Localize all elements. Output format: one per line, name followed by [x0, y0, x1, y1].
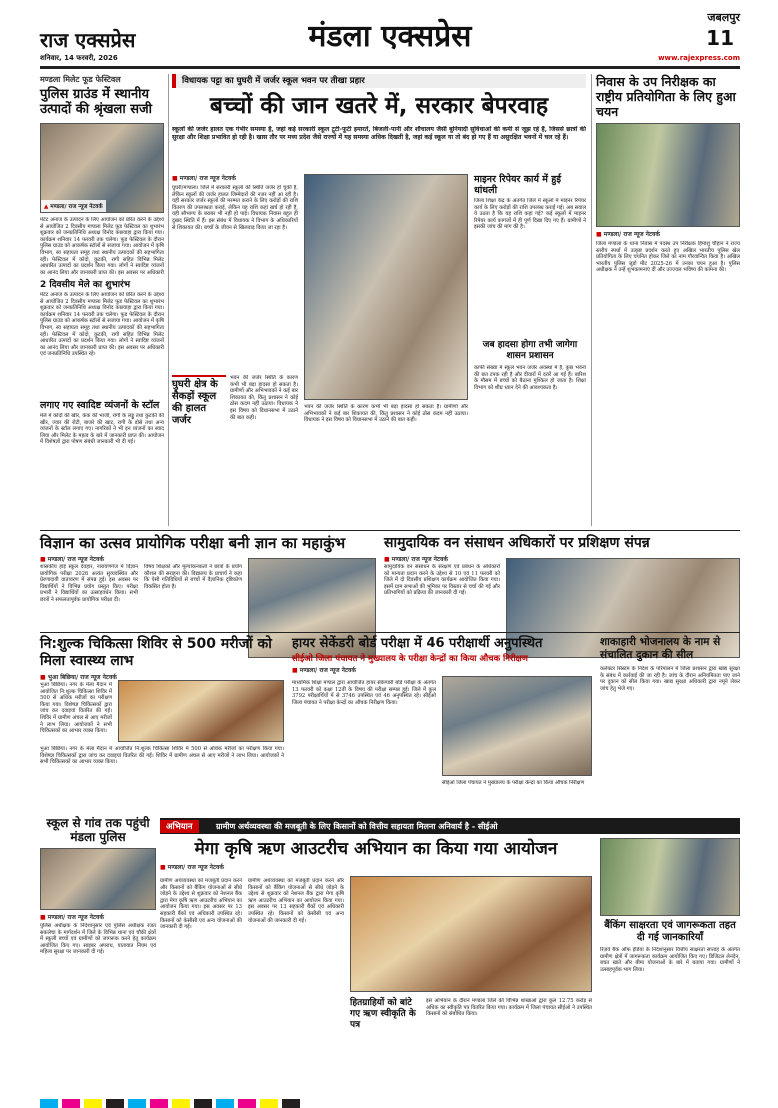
forest-byline: ■ मण्डला/ राज न्यूज नेटवर्क	[384, 555, 740, 563]
exam-subhead: सीईओ जिला पंचायत ने मुख्यालय के परीक्षा केन्द्रों का किया औचक निरीक्षण	[292, 654, 528, 664]
health-story	[40, 636, 284, 812]
banking-photo	[600, 838, 740, 916]
color-swatch	[40, 1099, 58, 1108]
health-body: भुआ बिछिया। नगर के मेला मैदान में आयोजित नि:शुल्क चिकित्सा शिविर में 500 से अधिक मरीजों का परीक्षण किया गया। विशेषज्ञ चिकित्सकों द्वारा जांच कर दवाइयां वितरित की गईं। शिविर में ग्रामीण अंचल से आए मरीजों ने लाभ लिया। आयोजकों ने सभी चिकित्सकों का आभार व्यक्त किया।	[40, 682, 112, 735]
story-body-cont: मेटेट अनाज के उत्पादन के लिए आयोजन को प्रेरित करने के उद्देश्य से आयोजित 2 दिवसीय मण्डला मिलेट फूड फेस्टिवल का शुभारंभ शुक्रवार को जनप्रतिनिधि अध्यक्ष विनोद कछवाहा द्वारा किया गया। कार्यक्रम शनिवार 14 फरवरी तक चलेगा। फूड फेस्टिवल के दौरान पुलिस ग्राउंड को आकर्षक स्टॉलों से सजाया गया। आयोजन में कृषि विभाग, स्व सहायता समूह तथा स्थानीय उत्पादकों की सहभागिता रही। फेस्टिवल में कोदो, कुटकी, रागी सहित विभिन्न मिलेट आधारित उत्पादों का प्रदर्शन किया गया। लोगों ने स्वादिष्ट व्यंजनों का आनंद लिया और जानकारी प्राप्त की। इस अवसर पर अधिकारी एवं जनप्रतिनिधि उपस्थित रहे।	[40, 292, 164, 358]
color-swatch	[172, 1099, 190, 1108]
science-body2: विषय शिक्षकों और मूल्यांकनकर्ता ने छात्रों के प्रयोग कौशल की सराहना की। विद्यालय के प्राचार्य ने कहा कि ऐसी गतिविधियों से बच्चों में वैज्ञानिक दृष्टिकोण विकसित होता है।	[144, 564, 242, 590]
forest-story	[384, 534, 740, 626]
top-strip: विधायक पट्टा का घुघरी में जर्जर स्कूल भवन पर तीखा प्रहार	[172, 74, 586, 88]
right-story-byline: ■ मण्डला/ राज न्यूज नेटवर्क	[596, 230, 740, 238]
right-story-body: जिला मण्डला के थाना निवास में पदस्थ उप निरीक्षक हिमांशु चौहान ने राज्य स्तरीय स्पर्धा में उत्कृष्ट प्रदर्शन करते हुए अखिल भारतीय पुलिस खेल प्रतियोगिता के लिए चयनित होकर जिले का नाम गौरवान्वित किया है। अखिल भारतीय पुलिस जूडो मीट 2025-26 में उनका चयन हुआ है। पुलिस अधीक्षक ने उन्हें शुभकामनाएं दीं और उज्ज्वल भविष्य की कामना की।	[596, 241, 740, 274]
side-story-subhead: जब हादसा होगा तभी जागेगा शासन प्रशासन	[482, 340, 578, 361]
right-story	[596, 74, 740, 526]
exam-photo	[442, 676, 592, 776]
side-story	[474, 174, 586, 526]
color-swatch	[238, 1099, 256, 1108]
story2-headline: लगाए गए स्वादिष्ट व्यंजनों के स्टॉल	[40, 400, 160, 411]
right-story-headline: निवास के उप निरीक्षक का राष्ट्रीय प्रतियोगिता के लिए हुआ चयन	[596, 74, 736, 119]
section-title: मंडला एक्सप्रेस	[308, 19, 472, 54]
loan-body-col2: ग्रामीण अर्थव्यवस्था को मजबूती प्रदान करने और किसानों को बैंकिंग योजनाओं से सीधे जोड़ने के उद्देश्य से शुक्रवार को नेशनल बैंक द्वारा मेगा कृषि ऋण आउटरीच अभियान का आयोजन किया गया। इस अवसर पर 13 सहकारी बैंकों एवं अधिकारी उपस्थित रहे। किसानों को केसीसी एवं अन्य योजनाओं की जानकारी दी गई।	[248, 878, 344, 924]
science-body: शासकीय हाई स्कूल देवहार, नारायणगंज में विज्ञान प्रायोगिक परीक्षा 2026 अत्यंत सुव्यवस्थित और प्रेरणादायी वातावरण में संपन्न हुई। इस अवसर पर विद्यार्थियों ने विभिन्न प्रयोग प्रस्तुत किए। परीक्षा प्रभारी ने विद्यार्थियों का उत्साहवर्धन किया। सभी छात्रों ने सफलतापूर्वक प्रायोगिक परीक्षा दी।	[40, 564, 138, 603]
column-divider	[591, 74, 592, 526]
exam-caption: सीईओ जिला पंचायत ने मुख्यालय के परीक्षा केन्द्रों का किया औचक निरीक्षण	[442, 780, 585, 786]
exam-byline: ■ मण्डला/ राज न्यूज नेटवर्क	[292, 666, 592, 674]
lead-body: घुघरी/मण्डला। जिले में सरकारी स्कूलों की स्थिति जर्जर हो चुकी है, लेकिन स्कूलों की जर्जर हालत जिम्मेदारों की नजर नहीं आ रही है। यही सरकार जर्जर स्कूलों की मरम्मत कराने के लिए करोड़ों की राशि वितरण की उपलब्धता कराई, लेकिन यह राशि कहां खर्च हो रही है, यही सौभाग्य के बराबर भी नहीं हो पाई। विधायक निवास बहुत ही दुखद स्थिति में हैं। इस संबंध में विधायक ने विभाग के अधिकारियों से शिकायत की। बच्चों के जीवन से खिलवाड़ किया जा रहा है।	[172, 185, 298, 231]
right-story-photo	[596, 123, 740, 227]
color-swatch	[194, 1099, 212, 1108]
loan-body2: इस अभियान के दौरान मण्डला जिले की विभिन्न शाखाओं द्वारा कुल 12.75 करोड़ से अधिक का स्वीकृति पत्र वितरित किया गया। कार्यक्रम में जिला पंचायत सीईओ ने उपस्थित किसानों को संबोधित किया।	[426, 998, 592, 1018]
lead-body-cont: भवन की जर्जर स्थिति के कारण कभी भी बड़ा हादसा हो सकता है। ग्रामीणों और अभिभावकों ने कई बार शिकायत की, किंतु प्रशासन ने कोई ठोस कदम नहीं उठाया। विधायक ने इस विषय को विधानसभा में उठाने की बात कही।	[304, 404, 468, 424]
exam-headline: हायर सेकेंडरी बोर्ड परीक्षा में 46 परीक्षार्थी अनुपस्थित	[292, 636, 543, 651]
masthead	[40, 8, 740, 66]
color-swatch	[62, 1099, 80, 1108]
school-police-story	[40, 816, 156, 1088]
side-story-body: जिला शिक्षा केंद्र के अंतर्गत जिले में स्कूलों में माइनर रिपेयर कार्य के लिए करोड़ों की राशि उपलब्ध कराई गई। अब सवाल ये उठता है कि यह राशि कहां गई? कई स्कूलों में माइनर रिपेयर कार्य कागजों में ही पूर्ण दिखा दिए गए हैं। ग्रामीणों ने इसकी जांच की मांग की है।	[474, 198, 586, 231]
loan-photo	[350, 876, 592, 992]
exam-body: माध्यमिक शिक्षा मण्डल द्वारा आयोजित हायर सेकेण्डरी बोर्ड परीक्षा के अंतर्गत 13 फरवरी को कक्षा 12वीं के विषय की परीक्षा सम्पन्न हुई। जिले में कुल 3792 परीक्षार्थियों में से 3746 उपस्थित एवं 46 अनुपस्थित रहे। सीईओ जिला पंचायत ने परीक्षा केन्द्रों का औचक निरीक्षण किया।	[292, 680, 436, 706]
lead-column	[172, 174, 298, 526]
website-link[interactable]: www.rajexpress.com	[658, 54, 740, 62]
brand-logo: राज एक्सप्रेस	[40, 28, 136, 52]
color-swatch	[84, 1099, 102, 1108]
science-headline: विज्ञान का उत्सव प्रायोगिक परीक्षा बनी ज्ञान का महाकुंभ	[40, 534, 346, 552]
loan-pull-quote: हितग्राहियों को बांटे गए ऋण स्वीकृति के पत्र	[350, 998, 416, 1030]
side-story-body2: काफी संख्या में स्कूल भवन जर्जर अवस्था में हैं, कुछ भवनों की छत टपक रही है और दीवारों में दरारें आ गई हैं। बारिश के मौसम में बच्चों को बैठाना मुश्किल हो जाता है। शिक्षा विभाग को शीघ्र ध्यान देने की आवश्यकता है।	[474, 365, 586, 391]
color-swatch	[282, 1099, 300, 1108]
city-label: जबलपुर	[707, 11, 740, 24]
page-number: 11	[706, 26, 734, 50]
story-photo	[40, 123, 164, 213]
school-police-byline: ■ मण्डला/ राज न्यूज नेटवर्क	[40, 913, 156, 921]
health-body2: भुआ बिछिया। नगर के मेला मैदान में आयोजित नि:शुल्क चिकित्सा शिविर में 500 से अधिक मरीजों का परीक्षण किया गया। विशेषज्ञ चिकित्सकों द्वारा जांच कर दवाइयां वितरित की गईं। शिविर में ग्रामीण अंचल से आए मरीजों ने लाभ लिया। आयोजकों ने सभी चिकित्सकों का आभार व्यक्त किया।	[40, 746, 284, 766]
color-swatch	[216, 1099, 234, 1108]
lead-headline: बच्चों की जान खतरे में, सरकार बेपरवाह	[209, 93, 549, 119]
banking-headline: बैंकिंग साक्षरता एवं जागरूकता तहत दी गई जानकारियाँ	[604, 920, 736, 943]
story-headline: पुलिस ग्राउंड में स्थानीय उत्पादों की श्रृंखला सजी	[40, 87, 153, 117]
color-swatch	[260, 1099, 278, 1108]
school-police-body: पुलिस अधीक्षक के निर्देशानुसार एवं पुलिस अधीक्षक रजत सकलेचा के मार्गदर्शन में जिले के विभिन्न थाना एवं चौकी क्षेत्रों में स्कूली बच्चों एवं ग्रामीणों को जागरूक करने हेतु कार्यक्रम आयोजित किए गए। साइबर अपराध, यातायात नियम एवं महिला सुरक्षा पर जानकारी दी गई।	[40, 923, 156, 956]
color-swatch	[128, 1099, 146, 1108]
loan-story	[160, 838, 592, 1088]
banking-body: रिज़र्व बैंक ऑफ इंडिया के निर्देशानुसार वित्तीय साक्षरता सप्ताह के अंतर्गत ग्रामीण क्षेत्रों में जागरूकता कार्यक्रम आयोजित किए गए। डिजिटल लेनदेन, बचत खाते और बीमा योजनाओं के बारे में बताया गया। ग्रामीणों ने उत्साहपूर्वक भाग लिया।	[600, 947, 740, 973]
lead-side-body: भवन की जर्जर स्थिति के कारण कभी भी बड़ा हादसा हो सकता है। ग्रामीणों और अभिभावकों ने कई बार शिकायत की, किंतु प्रशासन ने कोई ठोस कदम नहीं उठाया। विधायक ने इस विषय को विधानसभा में उठाने की बात कही।	[230, 375, 298, 421]
science-byline: ■ मण्डला/ राज न्यूज नेटवर्क	[40, 555, 376, 563]
banner-text: ग्रामीण अर्थव्यवस्था की मजबूती के लिए किसानों को वित्तीय सहायता मिलना अनिवार्य है - सीईओ	[216, 822, 498, 831]
shop-body: कलेक्टर सिस्टम के निर्देश के परिपालन में जिला प्रशासन द्वारा खाद्य सुरक्षा के संबंध में कार्रवाई की जा रही है। जांच के दौरान अनियमितता पाए जाने पर दुकान को सील किया गया। खाद्य सुरक्षा अधिकारी द्वारा नमूने लेकर जांच हेतु भेजे गए।	[600, 666, 740, 692]
loan-headline: मेगा कृषि ऋण आउटरीच अभियान का किया गया आयोजन	[194, 839, 558, 859]
exam-story	[292, 636, 592, 812]
loan-byline: ■ मण्डला/ राज न्यूज नेटवर्क	[160, 863, 592, 871]
lead-photo-school	[304, 174, 468, 400]
section-rule	[40, 530, 740, 531]
story-body: मेटेट अनाज के उत्पादन के लिए आयोजन को प्रेरित करने के उद्देश्य से आयोजित 2 दिवसीय मण्डला मिलेट फूड फेस्टिवल का शुभारंभ शुक्रवार को जनप्रतिनिधि अध्यक्ष विनोद कछवाहा द्वारा किया गया। कार्यक्रम शनिवार 14 फरवरी तक चलेगा। फूड फेस्टिवल के दौरान पुलिस ग्राउंड को आकर्षक स्टॉलों से सजाया गया। आयोजन में कृषि विभाग, स्व सहायता समूह तथा स्थानीय उत्पादकों की सहभागिता रही। फेस्टिवल में कोदो, कुटकी, रागी सहित विभिन्न मिलेट आधारित उत्पादों का प्रदर्शन किया गया। लोगों ने स्वादिष्ट व्यंजनों का आनंद लिया और जानकारी प्राप्त की। इस अवसर पर अधिकारी	[40, 217, 164, 275]
shop-headline: शाकाहारी भोजनालय के नाम से संचालित दुकान की सील	[600, 636, 721, 661]
campaign-banner	[160, 818, 740, 834]
photo-caption: ▲ मण्डला/ राज न्यूज नेटवर्क	[41, 200, 106, 212]
health-byline: ■ भुआ बिछिया/ राज न्यूज नेटवर्क	[40, 673, 284, 681]
column-divider	[168, 74, 169, 526]
story-kicker: मण्डला मिलेट फूड फेस्टिवल	[40, 75, 121, 84]
issue-date: शनिवार, 14 फरवरी, 2026	[40, 54, 118, 62]
color-swatch	[150, 1099, 168, 1108]
school-police-photo	[40, 848, 156, 910]
masthead-rule	[40, 66, 740, 69]
lead-intro: स्कूलों की जर्जर हालत एक गंभीर समस्या है, जहां कई सरकारी स्कूल टूटी-फूटी इमारतें, बिजली-पानी और शौचालय जैसी बुनियादी सुविधाओं की कमी से जूझ रहे हैं, जिससे छात्रों की सुरक्षा और शिक्षा प्रभावित हो रही है। खास तौर पर मध्य प्रदेश जैसे राज्यों में यह समस्या अधिक दिखती है, जहां कई स्कूल या तो बंद हो गए हैं या असुरक्षित भवनों में चल रहे हैं।	[172, 126, 586, 141]
health-photo	[118, 680, 284, 742]
left-story	[40, 74, 164, 526]
lead-byline: ■ मण्डला/ राज न्यूज नेटवर्क	[172, 174, 298, 182]
health-headline: नि:शुल्क चिकित्सा शिविर से 500 मरीजों को मिला स्वास्थ्य लाभ	[40, 636, 272, 669]
story-subhead: 2 दिवसीय मेले का शुभारंभ	[40, 280, 131, 290]
banking-story	[600, 838, 740, 1088]
side-story-headline: माइनर रिपेयर कार्य में हुई धांधली	[474, 174, 561, 196]
banner-label: अभियान	[160, 820, 199, 833]
color-swatch	[106, 1099, 124, 1108]
shop-story	[600, 636, 740, 812]
science-story	[40, 534, 376, 626]
loan-body: ग्रामीण अर्थव्यवस्था को मजबूती प्रदान करने और किसानों को बैंकिंग योजनाओं से सीधे जोड़ने के उद्देश्य से शुक्रवार को नेशनल बैंक द्वारा मेगा कृषि ऋण आउटरीच अभियान का आयोजन किया गया। इस अवसर पर 13 सहकारी बैंकों एवं अधिकारी उपस्थित रहे। किसानों को केसीसी एवं अन्य योजनाओं की जानकारी दी गई।	[160, 878, 242, 931]
forest-headline: सामुदायिक वन संसाधन अधिकारों पर प्रशिक्षण संपन्न	[384, 535, 650, 551]
section-rule	[40, 632, 740, 633]
story2-body: मेले में कोदो की खीर, केक की भाजी, रागी के लड्डू तथा कुटकी की खीर, ज्वार की रोटी, बाजरे की खाट, रागी के डोसे तथा अन्य व्यंजनों के स्टॉल लगाए गए। नागरिकों ने भी इन व्यंजनों का स्वाद लिया और मिलेट के महत्व के बारे में जानकारी प्राप्त की। आयोजन में विशेषज्ञों द्वारा पोषण संबंधी जानकारी भी दी गई।	[40, 413, 164, 446]
lead-side-box: घुघरी क्षेत्र के सैकड़ों स्कूल की हालत जर्जर	[172, 375, 226, 465]
school-police-headline: स्कूल से गांव तक पहुंची मंडला पुलिस	[46, 816, 150, 844]
color-registration-bar	[40, 1094, 740, 1104]
forest-body: सामुदायिक वन संसाधन के संरक्षण एवं प्रबंधन के अधिकारों को मान्यता प्रदान करने के उद्देश्य से 10 एवं 11 फरवरी को जिले में दो दिवसीय प्रशिक्षण कार्यक्रम आयोजित किया गया। इसमें ग्राम सभाओं की भूमिका पर विस्तार से चर्चा की गई और प्रतिभागियों को प्रक्रिया की जानकारी दी गई।	[384, 564, 500, 597]
